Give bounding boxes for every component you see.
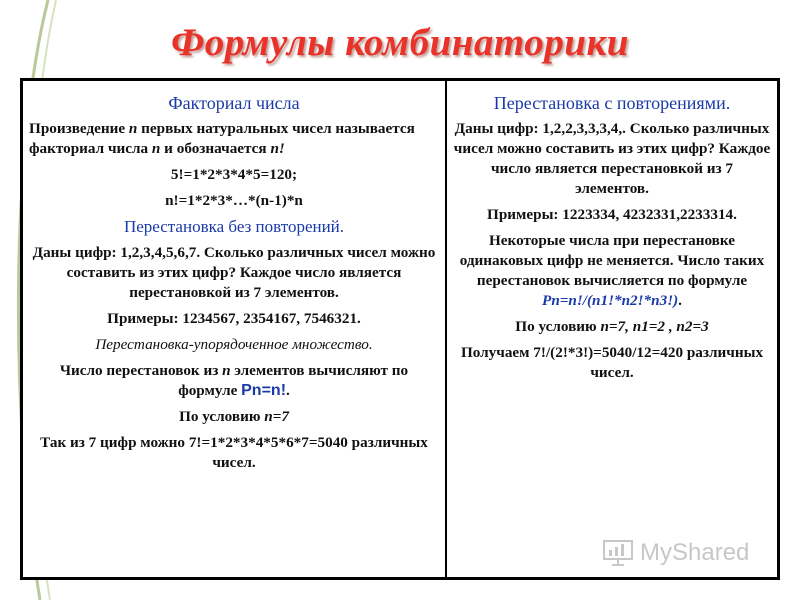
myshared-logo xyxy=(602,538,749,568)
slide-title: Формулы комбинаторики xyxy=(171,21,629,64)
permutation-count: Число перестановок из n элементов вычисляют по формуле Pn=n!. xyxy=(59,362,409,399)
permutation-examples: Примеры: 1234567, 2354167, 7546321. xyxy=(107,310,361,327)
permutation-heading: Перестановка без повторений. xyxy=(123,217,345,236)
repetition-condition: По условию n=7, n1=2 , n2=3 xyxy=(515,318,709,335)
repetition-task: Даны цифр: 1,2,2,3,3,3,4,. Сколько различных чисел можно составить из этих цифр? Каждое число является перестановкой из 7 элементов. xyxy=(453,120,771,197)
factorial-definition: Произведение n первых натуральных чисел называется факториал числа n и обозначается n! xyxy=(29,120,415,157)
permutation-ordered-set: Перестановка-упорядоченное множество. xyxy=(95,336,373,353)
repetition-examples: Примеры: 1223334, 4232331,2233314. xyxy=(487,206,737,223)
factorial-heading: Факториал числа xyxy=(168,93,300,113)
factorial-example-1: 5!=1*2*3*4*5=120; xyxy=(170,166,298,183)
left-column xyxy=(23,81,447,577)
logo-text: MyShared xyxy=(640,539,750,566)
permutation-task: Даны цифр: 1,2,3,4,5,6,7. Сколько различных чисел можно составить из этих цифр? Каждое число является перестановкой из 7 элементов. xyxy=(32,244,436,301)
factorial-example-2: n!=1*2*3*…*(n-1)*n xyxy=(165,192,303,209)
repetition-heading: Перестановка с повторениями. xyxy=(493,93,731,113)
repetition-result: Получаем 7!/(2!*3!)=5040/12=420 различных чисел. xyxy=(460,344,764,381)
permutation-result: Так из 7 цифр можно 7!=1*2*3*4*5*6*7=5040 различных чисел. xyxy=(40,434,428,471)
repetition-note: Некоторые числа при перестановке одинаковых цифр не меняется. Число таких перестановок вычисляется по формуле Pn=n!/(n1!*n2!*n3!). xyxy=(459,232,765,309)
formulas-table xyxy=(20,78,780,580)
right-column xyxy=(447,81,777,577)
presentation-chart-icon xyxy=(602,539,634,567)
permutation-condition: По условию n=7 xyxy=(179,408,289,425)
